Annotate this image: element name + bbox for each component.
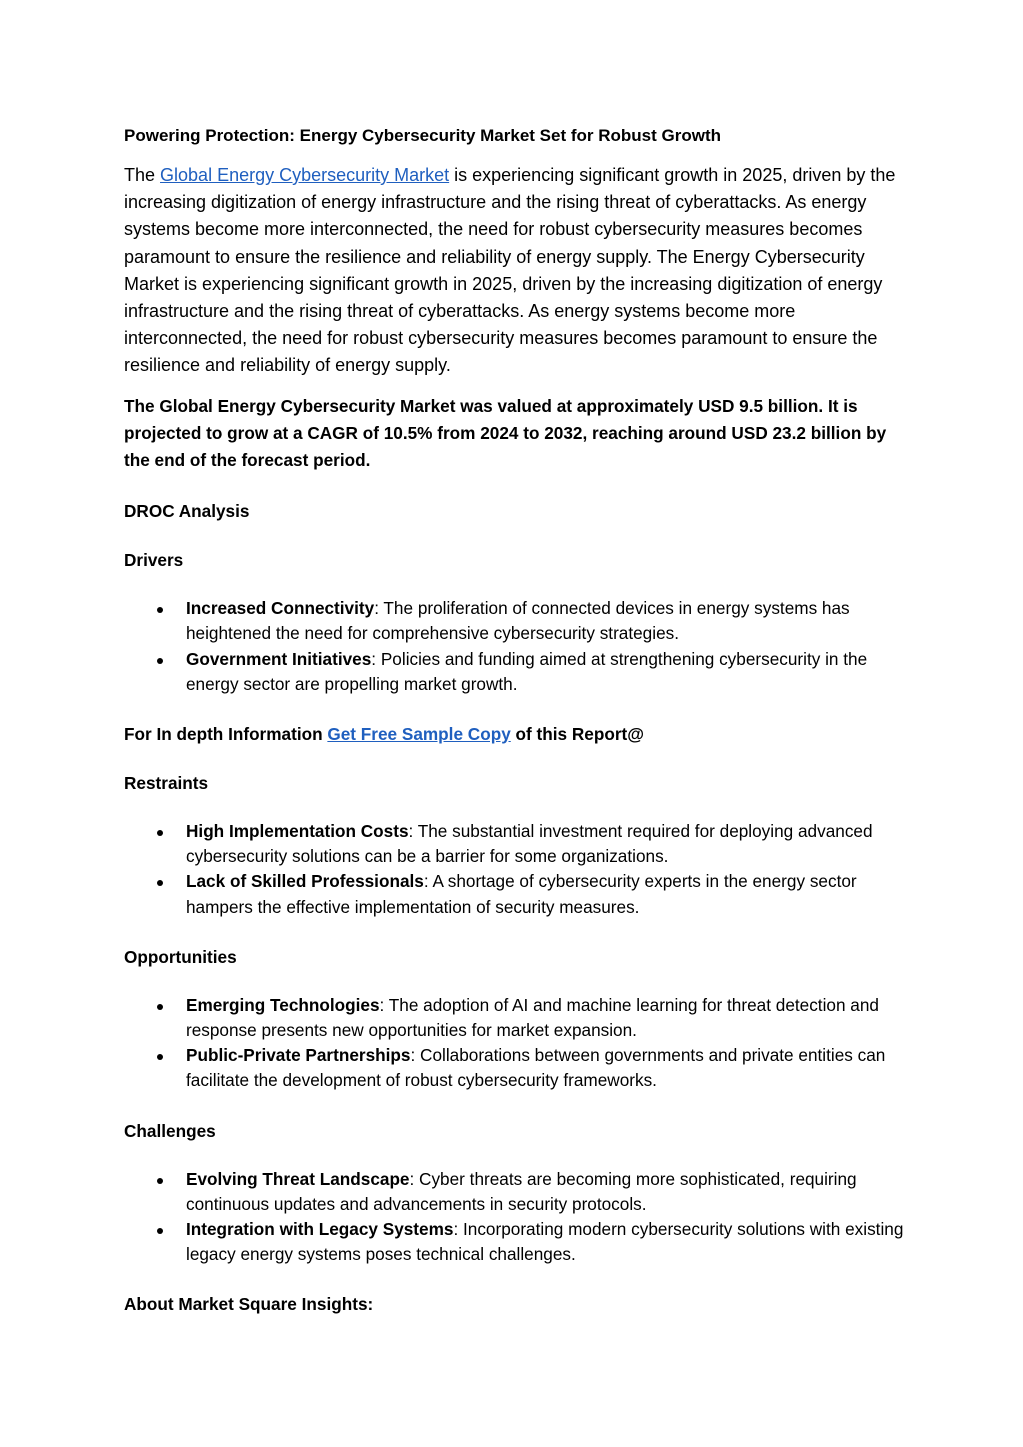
drivers-heading: Drivers [124,550,184,571]
challenges-heading: Challenges [124,1120,216,1141]
item-text: : The adoption of AI and machine learning for threat detection and response presents new opportunities for market expansion. [186,994,879,1041]
bullet-icon [157,830,163,836]
item-text: : The substantial investment required for deploying advanced cybersecurity solutions can be a barrier for some organizations. [186,821,873,867]
item-term: Evolving Threat Landscape [186,1168,410,1189]
item-term: High Implementation Costs [186,821,409,842]
item-term: Lack of Skilled Professionals [186,871,424,892]
list-item [124,993,904,1043]
list-item [124,1217,904,1267]
item-text: : Collaborations between governments and private entities can facilitate the development of robust cybersecurity frameworks. [186,1045,886,1091]
list-item [124,819,904,869]
bullet-icon [157,1228,163,1234]
list-item [124,1167,904,1217]
item-text: : Policies and funding aimed at strengthening cybersecurity in the energy sector are propelling market growth. [186,648,868,694]
cta-text-end: of this Report@ [510,724,645,745]
item-term: Public-Private Partnerships [186,1045,411,1066]
list-item [124,1043,904,1093]
intro-paragraph [124,162,904,380]
opportunities-heading: Opportunities [124,946,237,967]
bullet-icon [157,1178,163,1184]
bullet-icon [157,658,163,664]
opportunities-list [124,993,904,1094]
item-text: : The proliferation of connected devices in energy systems has heightened the need for comprehensive cybersecurity strategies. [186,598,850,644]
valuation-paragraph: The Global Energy Cybersecurity Market was valued at approximately USD 9.5 billion. It is projected to grow at a CAGR of 10.5% from 2024 to 2032, reaching around USD 23.2 billion by the end of the forecast period. [124,395,887,471]
item-term: Increased Connectivity [186,598,375,619]
document-title: Powering Protection: Energy Cybersecurity Market Set for Robust Growth [124,126,721,145]
droc-heading: DROC Analysis [124,501,250,522]
sample-copy-link[interactable]: Get Free Sample Copy [327,724,511,745]
list-item [124,596,904,646]
item-text: : A shortage of cybersecurity experts in the energy sector hampers the effective implementation of security measures. [186,871,857,917]
bullet-icon [157,607,163,613]
challenges-list [124,1167,904,1268]
item-text: : Incorporating modern cybersecurity solutions with existing legacy energy systems poses technical challenges. [186,1219,904,1265]
item-term: Integration with Legacy Systems [186,1219,454,1240]
intro-text-rest: is experiencing significant growth in 2025, driven by the increasing digitization of energy infrastructure and the rising threat of cyberattacks. As energy systems become more interconnected, the need for robust cybersecurity measures becomes paramount to ensure the resilience and reliability of energy supply. The Energy Cybersecurity Market is experiencing significant growth in 2025, driven by the increasing digitization of energy infrastructure and the rising threat of cyberattacks. As energy systems become more interconnected, the need for robust cybersecurity measures becomes paramount to ensure the resilience and reliability of energy supply. [124,165,896,376]
item-text: : Cyber threats are becoming more sophisticated, requiring continuous updates and advancements in security protocols. [186,1168,857,1214]
bullet-icon [157,1054,163,1060]
bullet-icon [157,880,163,886]
list-item [124,647,904,697]
market-link[interactable]: Global Energy Cybersecurity Market [160,165,450,185]
item-term: Emerging Technologies [186,994,380,1015]
restraints-heading: Restraints [124,773,209,794]
list-item [124,869,904,919]
document-page [124,122,904,1340]
drivers-list [124,596,904,697]
cta-paragraph [124,721,904,748]
about-heading: About Market Square Insights: [124,1294,374,1315]
intro-text-start: The [124,165,161,185]
item-term: Government Initiatives [186,648,372,669]
restraints-list [124,819,904,920]
cta-text-start: For In depth Information [124,724,328,745]
bullet-icon [157,1004,163,1010]
